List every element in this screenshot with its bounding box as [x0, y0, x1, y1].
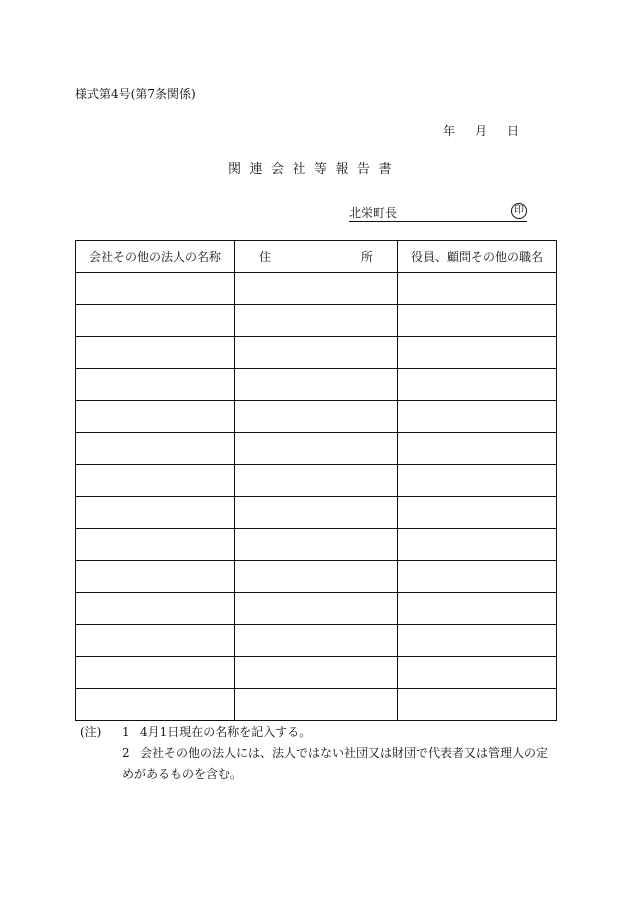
company-name-cell[interactable] [76, 369, 235, 401]
position-cell[interactable] [398, 305, 557, 337]
address-cell[interactable] [235, 369, 398, 401]
position-cell[interactable] [398, 465, 557, 497]
company-name-cell[interactable] [76, 689, 235, 721]
address-cell[interactable] [235, 657, 398, 689]
table-row [76, 497, 557, 529]
date-month-label: 月 [475, 124, 488, 138]
table-row [76, 273, 557, 305]
company-name-cell[interactable] [76, 433, 235, 465]
position-cell[interactable] [398, 561, 557, 593]
table-body [76, 273, 557, 721]
position-cell[interactable] [398, 625, 557, 657]
company-name-cell[interactable] [76, 401, 235, 433]
company-name-cell[interactable] [76, 593, 235, 625]
address-cell[interactable] [235, 561, 398, 593]
document-title: 関連会社等報告書 [228, 162, 401, 177]
header-address-right: 所 [360, 250, 373, 264]
notes-label: (注) [80, 725, 102, 739]
note-number: 2 [122, 746, 130, 760]
table-row [76, 625, 557, 657]
address-cell[interactable] [235, 689, 398, 721]
note-number: 1 [122, 725, 130, 739]
addressee-name: 北栄町長 [349, 206, 398, 220]
address-cell[interactable] [235, 625, 398, 657]
company-name-cell[interactable] [76, 273, 235, 305]
table-row [76, 401, 557, 433]
position-cell[interactable] [398, 657, 557, 689]
table-row [76, 529, 557, 561]
note-text-continuation: めがあるものを含む。 [122, 767, 243, 781]
note-text: 4月1日現在の名称を記入する。 [140, 725, 312, 739]
table-row [76, 305, 557, 337]
address-cell[interactable] [235, 401, 398, 433]
form-number: 様式第4号(第7条関係) [75, 87, 196, 101]
position-cell[interactable] [398, 497, 557, 529]
date-day-label: 日 [507, 124, 520, 138]
address-cell[interactable] [235, 593, 398, 625]
table-row [76, 561, 557, 593]
position-cell[interactable] [398, 337, 557, 369]
report-table [75, 240, 557, 721]
header-position: 役員、顧問その他の職名 [398, 241, 557, 273]
table-row [76, 465, 557, 497]
position-cell[interactable] [398, 433, 557, 465]
address-cell[interactable] [235, 465, 398, 497]
position-cell[interactable] [398, 369, 557, 401]
company-name-cell[interactable] [76, 305, 235, 337]
address-cell[interactable] [235, 337, 398, 369]
table-row [76, 433, 557, 465]
table-row [76, 593, 557, 625]
address-cell[interactable] [235, 497, 398, 529]
company-name-cell[interactable] [76, 497, 235, 529]
header-company-name: 会社その他の法人の名称 [76, 241, 235, 273]
seal-mark-icon: 印 [511, 203, 527, 219]
address-cell[interactable] [235, 529, 398, 561]
position-cell[interactable] [398, 401, 557, 433]
position-cell[interactable] [398, 689, 557, 721]
company-name-cell[interactable] [76, 337, 235, 369]
table-header-row [76, 241, 557, 273]
notes [80, 722, 548, 785]
table-row [76, 689, 557, 721]
position-cell[interactable] [398, 593, 557, 625]
address-cell[interactable] [235, 433, 398, 465]
company-name-cell[interactable] [76, 625, 235, 657]
address-cell[interactable] [235, 305, 398, 337]
company-name-cell[interactable] [76, 465, 235, 497]
position-cell[interactable] [398, 529, 557, 561]
address-cell[interactable] [235, 273, 398, 305]
table-row [76, 369, 557, 401]
table-row [76, 337, 557, 369]
date-line [443, 122, 519, 139]
note-text: 会社その他の法人には、法人ではない社団又は財団で代表者又は管理人の定 [140, 746, 549, 760]
header-address-left: 住 [259, 250, 272, 264]
table-row [76, 657, 557, 689]
date-year-label: 年 [443, 124, 456, 138]
header-address [235, 241, 398, 273]
company-name-cell[interactable] [76, 529, 235, 561]
addressee-line [349, 204, 527, 222]
company-name-cell[interactable] [76, 561, 235, 593]
company-name-cell[interactable] [76, 657, 235, 689]
position-cell[interactable] [398, 273, 557, 305]
